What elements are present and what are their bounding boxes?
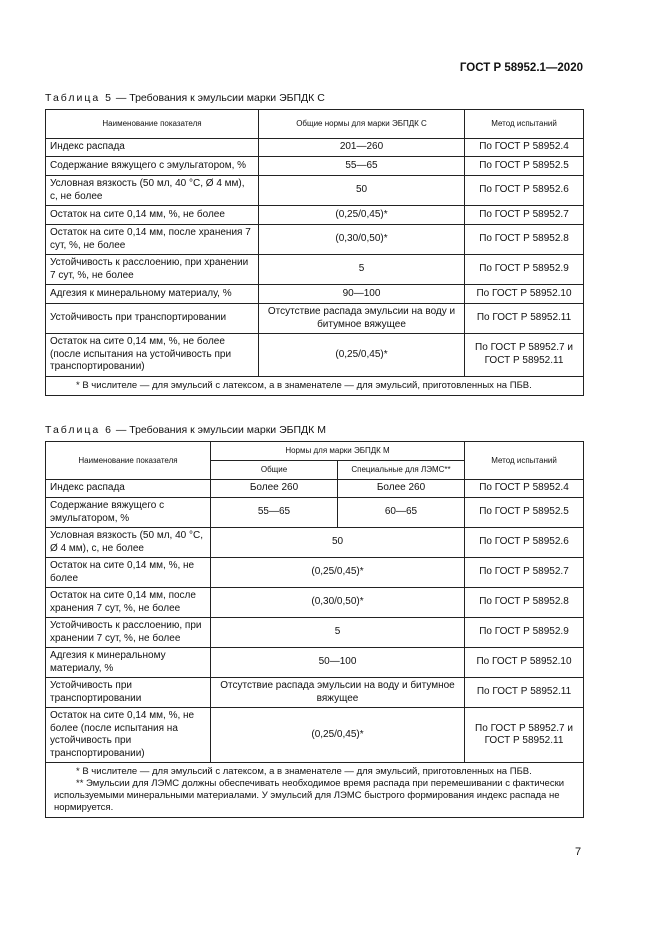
test-method: По ГОСТ Р 58952.11: [465, 304, 584, 334]
norm-value: (0,25/0,45)*: [259, 334, 465, 377]
table-footnote-row: [46, 376, 584, 395]
test-method: По ГОСТ Р 58952.7: [465, 558, 584, 588]
indicator-name: Индекс распада: [46, 480, 211, 498]
test-method: По ГОСТ Р 58952.7 и ГОСТ Р 58952.11: [465, 334, 584, 377]
table-5-header-norm: Общие нормы для марки ЭБПДК С: [259, 110, 465, 139]
footnote-text: * В числителе — для эмульсий с латексом, а в знаменателе — для эмульсий, приготовленных на ПБВ.: [76, 379, 532, 391]
norm-value: 201—260: [259, 139, 465, 157]
test-method: По ГОСТ Р 58952.10: [465, 285, 584, 304]
table-6-header-name: Наименование показателя: [46, 442, 211, 480]
table-row: [46, 648, 584, 678]
table-5-caption: [45, 92, 325, 104]
norm-general: Более 260: [211, 480, 338, 498]
indicator-name: Остаток на сите 0,14 мм, %, не более: [46, 558, 211, 588]
norm-value: 50—100: [211, 648, 465, 678]
test-method: По ГОСТ Р 58952.8: [465, 588, 584, 618]
table-5-label: Таблица 5: [45, 92, 113, 104]
norm-special: 60—65: [338, 498, 465, 528]
norm-value: 50: [211, 528, 465, 558]
test-method: По ГОСТ Р 58952.9: [465, 618, 584, 648]
table-row: [46, 206, 584, 225]
table-6: [45, 441, 584, 818]
table-5: [45, 109, 584, 396]
table-row: [46, 139, 584, 157]
table-5-header-name: Наименование показателя: [46, 110, 259, 139]
table-6-header-method: Метод испытаний: [465, 442, 584, 480]
table-row: [46, 498, 584, 528]
indicator-name: Адгезия к минеральному материалу, %: [46, 285, 259, 304]
indicator-name: Устойчивость при транспортировании: [46, 678, 211, 708]
footnote-text: * В числителе — для эмульсий с латексом, а в знаменателе — для эмульсий, приготовленных на ПБВ.: [76, 766, 532, 777]
test-method: По ГОСТ Р 58952.6: [465, 528, 584, 558]
indicator-name: Остаток на сите 0,14 мм, %, не более (после испытания на устойчивость при транспортировании): [46, 708, 211, 763]
test-method: По ГОСТ Р 58952.6: [465, 176, 584, 206]
table-footnote-row: [46, 763, 584, 818]
test-method: По ГОСТ Р 58952.5: [465, 498, 584, 528]
table-row: [46, 558, 584, 588]
test-method: По ГОСТ Р 58952.9: [465, 255, 584, 285]
test-method: По ГОСТ Р 58952.4: [465, 139, 584, 157]
norm-value: (0,30/0,50)*: [211, 588, 465, 618]
table-5-footnote: [46, 376, 584, 395]
table-row: [46, 480, 584, 498]
indicator-name: Адгезия к минеральному материалу, %: [46, 648, 211, 678]
table-6-footnotes: [46, 763, 584, 818]
indicator-name: Содержание вяжущего с эмульгатором, %: [46, 498, 211, 528]
indicator-name: Устойчивость при транспортировании: [46, 304, 259, 334]
norm-value: 90—100: [259, 285, 465, 304]
table-row: [46, 334, 584, 377]
test-method: По ГОСТ Р 58952.4: [465, 480, 584, 498]
test-method: По ГОСТ Р 58952.11: [465, 678, 584, 708]
table-6-caption: [45, 424, 326, 436]
table-6-header-norms: Нормы для марки ЭБПДК М: [211, 442, 465, 461]
test-method: По ГОСТ Р 58952.8: [465, 225, 584, 255]
indicator-name: Остаток на сите 0,14 мм, после хранения 7 сут, %, не более: [46, 588, 211, 618]
norm-value: Отсутствие распада эмульсии на воду и битумное вяжущее: [211, 678, 465, 708]
table-6-header-general: Общие: [211, 461, 338, 480]
test-method: По ГОСТ Р 58952.10: [465, 648, 584, 678]
table-6-label: Таблица 6: [45, 424, 113, 436]
table-5-title: — Требования к эмульсии марки ЭБПДК С: [112, 92, 325, 104]
table-row: [46, 225, 584, 255]
norm-special: Более 260: [338, 480, 465, 498]
table-row: [46, 157, 584, 176]
indicator-name: Остаток на сите 0,14 мм, после хранения 7 сут, %, не более: [46, 225, 259, 255]
test-method: По ГОСТ Р 58952.7: [465, 206, 584, 225]
indicator-name: Устойчивость к расслоению, при хранении 7 сут, %, не более: [46, 618, 211, 648]
table-row: [46, 618, 584, 648]
footnote-text: ** Эмульсии для ЛЭМС должны обеспечивать необходимое время распада при перемешивании с фактически используемыми минеральными материалами. У эмульсий для ЛЭМС быстрого формирования индекс распада не нормируется.: [54, 778, 565, 813]
norm-value: Отсутствие распада эмульсии на воду и битумное вяжущее: [259, 304, 465, 334]
test-method: По ГОСТ Р 58952.7 и ГОСТ Р 58952.11: [465, 708, 584, 763]
table-row: [46, 285, 584, 304]
table-6-header-special: Специальные для ЛЭМС**: [338, 461, 465, 480]
norm-value: (0,30/0,50)*: [259, 225, 465, 255]
table-6-title: — Требования к эмульсии марки ЭБПДК М: [112, 424, 326, 436]
norm-value: (0,25/0,45)*: [259, 206, 465, 225]
indicator-name: Остаток на сите 0,14 мм, %, не более: [46, 206, 259, 225]
indicator-name: Устойчивость к расслоению, при хранении 7 сут, %, не более: [46, 255, 259, 285]
test-method: По ГОСТ Р 58952.5: [465, 157, 584, 176]
norm-value: 55—65: [259, 157, 465, 176]
table-row: [46, 255, 584, 285]
indicator-name: Индекс распада: [46, 139, 259, 157]
norm-value: 5: [211, 618, 465, 648]
page-number: 7: [575, 846, 582, 858]
table-5-header-method: Метод испытаний: [465, 110, 584, 139]
table-row: [46, 528, 584, 558]
norm-value: 5: [259, 255, 465, 285]
norm-value: 50: [259, 176, 465, 206]
indicator-name: Условная вязкость (50 мл, 40 °С, Ø 4 мм), с, не более: [46, 176, 259, 206]
table-row: [46, 304, 584, 334]
indicator-name: Условная вязкость (50 мл, 40 °С, Ø 4 мм), с, не более: [46, 528, 211, 558]
indicator-name: Остаток на сите 0,14 мм, %, не более (после испытания на устойчивость при транспортировании): [46, 334, 259, 377]
table-row: [46, 588, 584, 618]
norm-value: (0,25/0,45)*: [211, 708, 465, 763]
document-code: ГОСТ Р 58952.1—2020: [459, 62, 583, 74]
indicator-name: Содержание вяжущего с эмульгатором, %: [46, 157, 259, 176]
norm-value: (0,25/0,45)*: [211, 558, 465, 588]
norm-general: 55—65: [211, 498, 338, 528]
table-row: [46, 678, 584, 708]
table-row: [46, 176, 584, 206]
table-row: [46, 708, 584, 763]
